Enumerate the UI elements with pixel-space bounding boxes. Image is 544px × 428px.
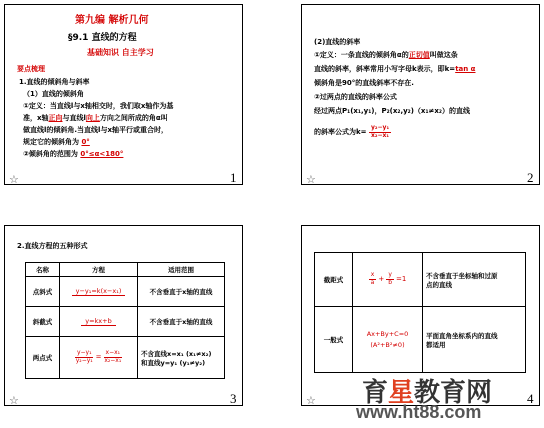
- slide-1[interactable]: [4, 4, 243, 185]
- star-icon: ☆: [306, 173, 316, 186]
- fraction-numerator: y−y₁: [76, 349, 92, 357]
- column-header: 名称: [26, 263, 60, 277]
- scope-line: 点的直线: [426, 280, 452, 289]
- fraction-denominator: x₂−x₁: [104, 357, 122, 364]
- form-name: 截距式: [315, 253, 353, 307]
- section-title: §9.1 直线的方程: [68, 33, 137, 43]
- answer-fill: 向上: [85, 114, 100, 122]
- item-1: 1.直线的倾斜角与斜率: [19, 78, 90, 86]
- text-span: ②倾斜角的范围为: [23, 150, 78, 158]
- scope-line: 和直线y=y₁ (y₁≠y₂): [141, 358, 206, 367]
- form-name: 点斜式: [26, 277, 60, 307]
- table-header-row: [26, 263, 225, 277]
- fraction-denominator: b: [388, 279, 392, 286]
- text-span: 叫做这条: [429, 51, 458, 59]
- text-span: ①定义：一条直线的倾斜角α的: [314, 51, 409, 59]
- form-formula: [60, 307, 138, 337]
- fraction-denominator: x₂−x₁: [371, 131, 390, 139]
- slide-2[interactable]: [301, 4, 540, 185]
- form-formula: $\frac{x}{a}$ + $\frac{y}{b}$ =1: [353, 253, 423, 307]
- text-span: 方向之间所成的角α叫: [99, 114, 168, 122]
- form-name: 斜截式: [26, 307, 60, 337]
- section-heading: 2.直线方程的五种形式: [17, 242, 88, 250]
- formula-fraction: [75, 350, 94, 364]
- formula-text: =1: [395, 275, 407, 284]
- fraction-numerator: x: [370, 271, 375, 279]
- equation-forms-table-continued: [314, 252, 526, 373]
- formula-fraction: [369, 272, 377, 286]
- star-icon: ☆: [306, 394, 316, 407]
- text-span: 规定它的倾斜角为: [23, 138, 79, 146]
- text-line: [23, 138, 90, 146]
- watermark-text: 教育网: [414, 377, 493, 407]
- table-row: [26, 277, 225, 307]
- text-line: [314, 65, 476, 73]
- formula-condition: (A²+B²≠0): [370, 341, 405, 349]
- formula-text: Ax+By+C=0: [366, 330, 409, 338]
- text-line: [314, 51, 458, 59]
- formula-fraction: [386, 272, 394, 286]
- text-span: 的斜率公式为k=: [314, 128, 367, 137]
- text-line: 做直线l的倾斜角.当直线l与x轴平行或重合时，: [23, 126, 168, 134]
- form-name: 一般式: [315, 307, 353, 373]
- form-formula: [60, 277, 138, 307]
- form-scope: 不含垂直于x轴的直线: [138, 277, 225, 307]
- form-scope: [423, 253, 526, 307]
- text-line: 倾斜角是90°的直线斜率不存在.: [314, 79, 414, 87]
- answer-fill: 正向: [48, 114, 63, 122]
- form-scope: 不含垂直于x轴的直线: [138, 307, 225, 337]
- item-1-sub: （1）直线的倾斜角: [23, 90, 84, 98]
- text-line: [23, 114, 168, 122]
- star-icon: ☆: [9, 173, 19, 186]
- page-number: 2: [527, 170, 534, 185]
- page-number: 3: [230, 391, 237, 406]
- column-header: 方程: [60, 263, 138, 277]
- fraction-numerator: y: [388, 271, 392, 279]
- text-line: ①定义：当直线l与x轴相交时，我们取x轴作为基: [23, 102, 174, 110]
- slide-3[interactable]: [4, 225, 243, 406]
- chapter-title: 第九编 解析几何: [75, 15, 149, 26]
- scope-line: 平面直角坐标系内的直线: [426, 331, 498, 340]
- text-span: 与直线l: [62, 114, 86, 122]
- text-line: [314, 125, 391, 139]
- watermark-text: 育: [362, 377, 389, 407]
- formula-text: y=kx+b: [81, 317, 115, 326]
- scope-line: 不含垂直于坐标轴和过原: [426, 271, 498, 280]
- form-formula: $\frac{\text{y−y₁}}{\text{y₂−y₁}}$ = $\frac{\text{x−x₁}}{\text{x₂−x₁}}$: [60, 337, 138, 379]
- table-row: [315, 307, 526, 373]
- answer-fill: 0°: [81, 138, 90, 146]
- fraction-numerator: x−x₁: [105, 349, 121, 357]
- key-points-heading: 要点梳理: [17, 65, 45, 73]
- fraction-numerator: y₂−y₁: [370, 124, 390, 131]
- text-line: ②过两点的直线的斜率公式: [314, 93, 397, 101]
- table-row: [26, 337, 225, 379]
- text-line: 经过两点P₁(x₁,y₁)，P₂(x₂,y₂)（x₁≠x₂）的直线: [314, 107, 470, 115]
- page-number: 4: [527, 391, 534, 406]
- answer-fill: tan α: [455, 65, 476, 73]
- slope-fraction: [369, 125, 391, 139]
- formula-fraction: [104, 350, 123, 364]
- fraction-denominator: y₂−y₁: [75, 357, 93, 364]
- form-scope: [138, 337, 225, 379]
- item-2: (2)直线的斜率: [314, 38, 361, 46]
- form-scope: [423, 307, 526, 373]
- form-formula: [353, 307, 423, 373]
- scope-line: 都适用: [426, 340, 446, 349]
- text-span: 直线的斜率，斜率常用小写字母k表示，即k=: [314, 65, 456, 73]
- text-span: 准，x轴: [23, 114, 49, 122]
- fraction-denominator: a: [370, 279, 375, 286]
- star-icon: ☆: [9, 394, 19, 407]
- equation-forms-table: [25, 262, 225, 379]
- table-row: [26, 307, 225, 337]
- formula-text: y−y₁=k(x−x₁): [72, 287, 126, 296]
- subtitle: 基础知识 自主学习: [87, 48, 154, 57]
- scope-line: 不含直线x=x₁ (x₁≠x₂): [141, 349, 212, 358]
- watermark-text: 星: [388, 377, 415, 407]
- watermark-url: www.ht88.com: [356, 402, 482, 422]
- answer-fill: 0°≤α<180°: [80, 150, 124, 158]
- table-row: [315, 253, 526, 307]
- column-header: 适用范围: [138, 263, 225, 277]
- text-line: [23, 150, 123, 158]
- form-name: 两点式: [26, 337, 60, 379]
- answer-fill: 正切值: [408, 51, 430, 59]
- page-number: 1: [230, 170, 237, 185]
